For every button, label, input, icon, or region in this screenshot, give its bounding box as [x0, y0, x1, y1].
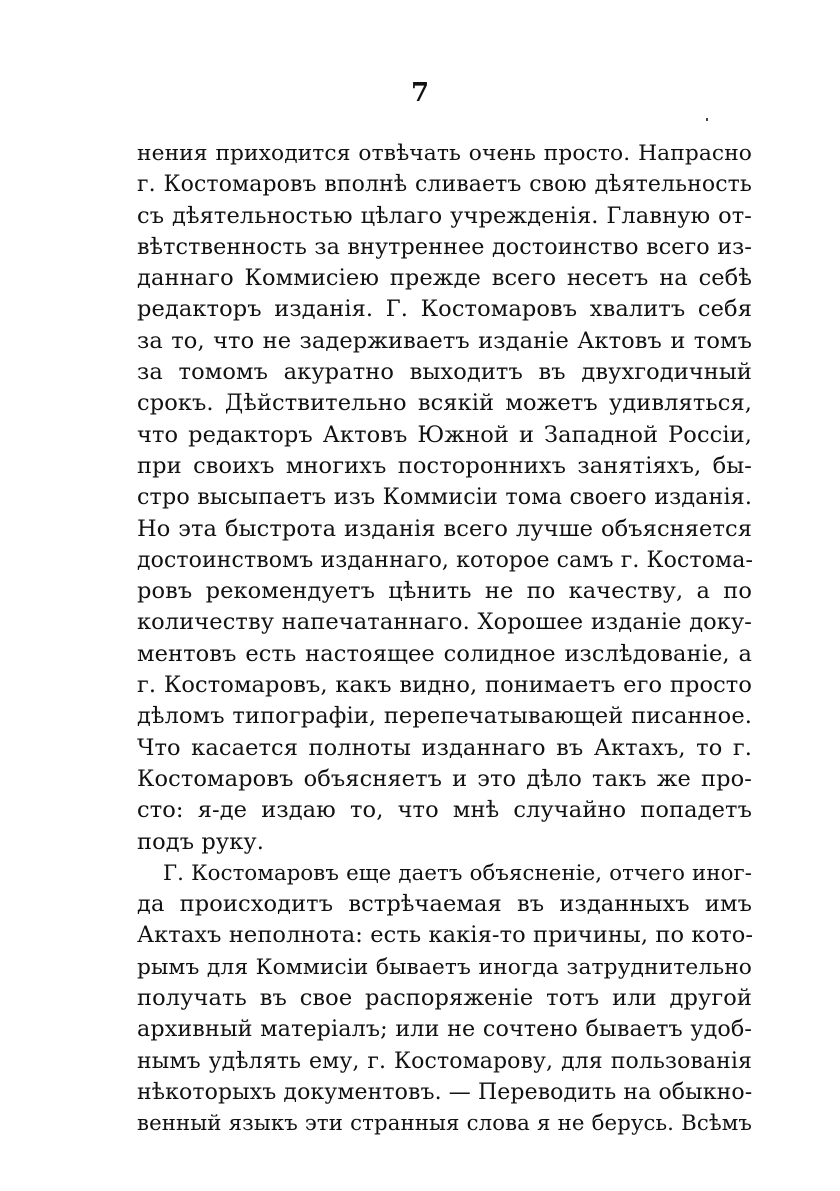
- print-speck: [706, 118, 708, 121]
- text-line: за то, что не задерживаетъ изданіе Актовъ и томъ: [137, 327, 752, 354]
- text-line: срокъ. Дѣйствительно всякiй можетъ удивляться,: [137, 390, 752, 417]
- text-line: Г. Костомаровъ еще даетъ объясненiе, отчего иног-: [163, 860, 752, 886]
- text-line: ментовъ есть настоящее солидное изслѣдованіе, а: [137, 640, 752, 667]
- text-line: Что касается полноты изданнаго въ Актахъ, то г.: [137, 734, 752, 761]
- text-line: подъ руку.: [137, 828, 264, 855]
- text-line: дѣломъ типографiи, перепечатывающей писанное.: [137, 703, 752, 730]
- text-line: да происходитъ встрѣчаемая въ изданныхъ имъ: [137, 891, 752, 918]
- text-line: венный языкъ эти странныя слова я не берусь. Всѣмъ: [137, 1111, 752, 1137]
- text-line: нымъ удѣлять ему, г. Костомарову, для пользованія: [137, 1048, 752, 1074]
- text-line: сто: я-де издаю то, что мнѣ случайно попадетъ: [137, 797, 752, 824]
- text-line: стро высыпаетъ изъ Коммисiи тома своего изданія.: [137, 484, 752, 511]
- text-line: за томомъ акуратно выходитъ въ двухгодичный: [137, 359, 752, 386]
- text-line: нения приходится отвѣчать очень просто. Напрасно: [137, 141, 752, 166]
- text-line: Но эта быстрота изданія всего лучше объясняется: [137, 515, 752, 542]
- text-line: Актахъ неполнота: есть какія-то причины, по кото-: [137, 922, 754, 949]
- text-line: количеству напечатаннаго. Хорошее изданіе доку-: [137, 609, 752, 636]
- text-line: достоинствомъ изданнаго, которое самъ г. Костома-: [137, 547, 753, 573]
- text-line: нѣкоторыхъ документовъ. — Переводить на обыкно-: [137, 1079, 753, 1105]
- text-line: получать въ свое распоряженiе тотъ или другой: [137, 985, 752, 1012]
- text-line: архивный матерiалъ; или не сочтено бываетъ удоб-: [137, 1016, 752, 1043]
- body-text: [137, 138, 752, 1140]
- text-line: ровъ рекомендуетъ цѣнить не по качеству, а по: [137, 578, 752, 605]
- text-line: редакторъ изданія. Г. Костомаровъ хвалитъ себя: [137, 296, 752, 323]
- page-number: 7: [410, 78, 430, 108]
- text-line: при своихъ многихъ постороннихъ занятiяхъ, бы-: [137, 452, 752, 479]
- text-line: вѣтственность за внутреннее достоинство всего из-: [137, 233, 752, 260]
- text-line: что редакторъ Актовъ Южной и Западной Россiи,: [137, 421, 752, 448]
- text-line: даннаго Коммисiею прежде всего несетъ на себѣ: [137, 265, 752, 292]
- text-line: г. Костомаровъ вполнѣ сливаетъ свою дѣятельность: [137, 172, 752, 198]
- text-line: Костомаровъ объясняетъ и это дѣло такъ же про-: [137, 765, 752, 792]
- text-line: съ дѣятельностью цѣлаго учрежденія. Главную от-: [137, 202, 752, 229]
- text-line: рымъ для Коммисiи бываетъ иногда затруднительно: [137, 954, 752, 980]
- text-line: г. Костомаровъ, какъ видно, понимаетъ его просто: [137, 672, 752, 699]
